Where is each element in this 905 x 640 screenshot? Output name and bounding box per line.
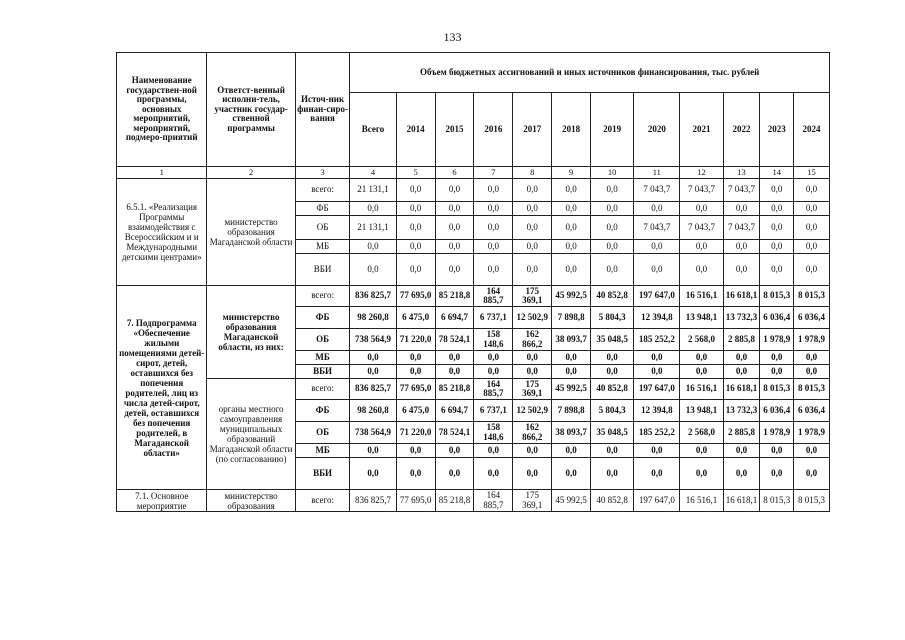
header-year: 2014 bbox=[396, 93, 435, 167]
amount-cell: 0,0 bbox=[435, 365, 474, 379]
amount-cell: 0,0 bbox=[513, 351, 552, 365]
amount-cell: 162 866,2 bbox=[513, 329, 552, 351]
amount-cell: 0,0 bbox=[513, 216, 552, 240]
amount-cell: 0,0 bbox=[435, 351, 474, 365]
amount-cell: 12 394,8 bbox=[634, 307, 680, 329]
header-volume: Объем бюджетных ассигнований и иных источников финансирования, тыс. рублей bbox=[350, 53, 830, 93]
amount-cell: 0,0 bbox=[760, 202, 794, 216]
amount-cell: 40 852,8 bbox=[591, 379, 634, 400]
amount-cell: 8 015,3 bbox=[794, 286, 830, 307]
amount-cell: 0,0 bbox=[760, 444, 794, 458]
amount-cell: 0,0 bbox=[680, 240, 723, 254]
column-index: 13 bbox=[723, 167, 760, 179]
header-year: Всего bbox=[350, 93, 396, 167]
item-executor: министерство образования bbox=[207, 490, 295, 512]
page-number: 133 bbox=[443, 30, 462, 44]
amount-cell: 35 048,5 bbox=[591, 329, 634, 351]
header-year: 2015 bbox=[435, 93, 474, 167]
amount-cell: 0,0 bbox=[513, 444, 552, 458]
amount-cell: 0,0 bbox=[396, 458, 435, 490]
funding-source: ОБ bbox=[295, 422, 350, 444]
amount-cell: 175 369,1 bbox=[513, 286, 552, 307]
amount-cell: 0,0 bbox=[350, 458, 396, 490]
amount-cell: 0,0 bbox=[552, 254, 591, 286]
amount-cell: 12 502,9 bbox=[513, 400, 552, 422]
amount-cell: 0,0 bbox=[591, 254, 634, 286]
amount-cell: 13 732,3 bbox=[723, 400, 760, 422]
amount-cell: 0,0 bbox=[435, 444, 474, 458]
column-index: 11 bbox=[634, 167, 680, 179]
amount-cell: 0,0 bbox=[350, 351, 396, 365]
amount-cell: 0,0 bbox=[591, 458, 634, 490]
item-executor: органы местного самоуправления муниципальных образований Магаданской области (по согласованию) bbox=[207, 379, 295, 490]
amount-cell: 6 036,4 bbox=[760, 400, 794, 422]
amount-cell: 0,0 bbox=[513, 202, 552, 216]
funding-source: ВБИ bbox=[295, 365, 350, 379]
column-index: 8 bbox=[513, 167, 552, 179]
amount-cell: 13 948,1 bbox=[680, 400, 723, 422]
funding-source: всего: bbox=[295, 490, 350, 512]
amount-cell: 0,0 bbox=[396, 179, 435, 202]
column-index: 10 bbox=[591, 167, 634, 179]
amount-cell: 2 885,8 bbox=[723, 329, 760, 351]
amount-cell: 6 036,4 bbox=[794, 307, 830, 329]
table-row bbox=[117, 286, 830, 307]
amount-cell: 16 516,1 bbox=[680, 490, 723, 512]
amount-cell: 0,0 bbox=[591, 444, 634, 458]
amount-cell: 0,0 bbox=[474, 365, 513, 379]
amount-cell: 0,0 bbox=[474, 216, 513, 240]
amount-cell: 164 885,7 bbox=[474, 286, 513, 307]
amount-cell: 197 647,0 bbox=[634, 286, 680, 307]
amount-cell: 0,0 bbox=[396, 351, 435, 365]
amount-cell: 164 885,7 bbox=[474, 379, 513, 400]
amount-cell: 0,0 bbox=[760, 179, 794, 202]
amount-cell: 35 048,5 bbox=[591, 422, 634, 444]
header-year: 2021 bbox=[680, 93, 723, 167]
amount-cell: 0,0 bbox=[435, 458, 474, 490]
amount-cell: 0,0 bbox=[680, 365, 723, 379]
amount-cell: 6 475,0 bbox=[396, 400, 435, 422]
amount-cell: 0,0 bbox=[760, 365, 794, 379]
funding-source: МБ bbox=[295, 351, 350, 365]
amount-cell: 0,0 bbox=[723, 240, 760, 254]
amount-cell: 0,0 bbox=[591, 351, 634, 365]
funding-source: ФБ bbox=[295, 202, 350, 216]
amount-cell: 6 036,4 bbox=[760, 307, 794, 329]
amount-cell: 6 737,1 bbox=[474, 307, 513, 329]
funding-source: всего: bbox=[295, 179, 350, 202]
amount-cell: 0,0 bbox=[350, 444, 396, 458]
amount-cell: 45 992,5 bbox=[552, 286, 591, 307]
amount-cell: 38 093,7 bbox=[552, 422, 591, 444]
header-year: 2016 bbox=[474, 93, 513, 167]
amount-cell: 836 825,7 bbox=[350, 490, 396, 512]
amount-cell: 8 015,3 bbox=[760, 490, 794, 512]
amount-cell: 40 852,8 bbox=[591, 490, 634, 512]
column-index: 9 bbox=[552, 167, 591, 179]
amount-cell: 8 015,3 bbox=[760, 286, 794, 307]
amount-cell: 98 260,8 bbox=[350, 307, 396, 329]
column-index: 7 bbox=[474, 167, 513, 179]
amount-cell: 38 093,7 bbox=[552, 329, 591, 351]
amount-cell: 16 618,1 bbox=[723, 286, 760, 307]
table-row bbox=[117, 179, 830, 202]
header-year: 2017 bbox=[513, 93, 552, 167]
amount-cell: 6 036,4 bbox=[794, 400, 830, 422]
amount-cell: 0,0 bbox=[794, 254, 830, 286]
header-executor: Ответст-венный исполни-тель, участник государ-ственной программы bbox=[207, 53, 295, 167]
amount-cell: 0,0 bbox=[634, 240, 680, 254]
amount-cell: 0,0 bbox=[474, 444, 513, 458]
amount-cell: 158 148,6 bbox=[474, 422, 513, 444]
amount-cell: 0,0 bbox=[634, 444, 680, 458]
header-year: 2020 bbox=[634, 93, 680, 167]
amount-cell: 0,0 bbox=[350, 240, 396, 254]
amount-cell: 45 992,5 bbox=[552, 490, 591, 512]
amount-cell: 0,0 bbox=[552, 179, 591, 202]
amount-cell: 0,0 bbox=[591, 240, 634, 254]
amount-cell: 0,0 bbox=[680, 254, 723, 286]
amount-cell: 0,0 bbox=[435, 254, 474, 286]
amount-cell: 0,0 bbox=[634, 254, 680, 286]
amount-cell: 6 737,1 bbox=[474, 400, 513, 422]
amount-cell: 13 948,1 bbox=[680, 307, 723, 329]
amount-cell: 0,0 bbox=[552, 351, 591, 365]
item-executor: министерство образования Магаданской области bbox=[207, 179, 295, 286]
amount-cell: 40 852,8 bbox=[591, 286, 634, 307]
amount-cell: 77 695,0 bbox=[396, 286, 435, 307]
funding-source: ОБ bbox=[295, 329, 350, 351]
amount-cell: 0,0 bbox=[513, 240, 552, 254]
amount-cell: 78 524,1 bbox=[435, 329, 474, 351]
funding-source: ОБ bbox=[295, 216, 350, 240]
header-year: 2023 bbox=[760, 93, 794, 167]
amount-cell: 5 804,3 bbox=[591, 307, 634, 329]
amount-cell: 0,0 bbox=[794, 179, 830, 202]
funding-source: МБ bbox=[295, 444, 350, 458]
amount-cell: 0,0 bbox=[435, 202, 474, 216]
amount-cell: 77 695,0 bbox=[396, 379, 435, 400]
item-name: 6.5.1. «Реализация Программы взаимодействия с Всероссийским и и Международными детскими центрами» bbox=[117, 179, 207, 286]
amount-cell: 1 978,9 bbox=[760, 329, 794, 351]
amount-cell: 197 647,0 bbox=[634, 490, 680, 512]
amount-cell: 0,0 bbox=[396, 240, 435, 254]
amount-cell: 45 992,5 bbox=[552, 379, 591, 400]
item-name: 7.1. Основное мероприятие bbox=[117, 490, 207, 512]
column-index: 3 bbox=[295, 167, 350, 179]
amount-cell: 2 568,0 bbox=[680, 329, 723, 351]
amount-cell: 16 516,1 bbox=[680, 286, 723, 307]
header-name: Наименование государствен-ной программы, основных мероприятий, мероприятий, подмеро-приятий bbox=[117, 53, 207, 167]
amount-cell: 162 866,2 bbox=[513, 422, 552, 444]
amount-cell: 71 220,0 bbox=[396, 422, 435, 444]
column-index: 2 bbox=[207, 167, 295, 179]
amount-cell: 0,0 bbox=[474, 179, 513, 202]
amount-cell: 0,0 bbox=[634, 365, 680, 379]
amount-cell: 0,0 bbox=[634, 202, 680, 216]
amount-cell: 78 524,1 bbox=[435, 422, 474, 444]
amount-cell: 0,0 bbox=[552, 240, 591, 254]
column-index: 6 bbox=[435, 167, 474, 179]
amount-cell: 6 475,0 bbox=[396, 307, 435, 329]
amount-cell: 7 043,7 bbox=[634, 179, 680, 202]
header-year: 2018 bbox=[552, 93, 591, 167]
amount-cell: 12 502,9 bbox=[513, 307, 552, 329]
amount-cell: 1 978,9 bbox=[794, 422, 830, 444]
amount-cell: 2 885,8 bbox=[723, 422, 760, 444]
column-index: 1 bbox=[117, 167, 207, 179]
item-executor: министерство образования Магаданской области, из них: bbox=[207, 286, 295, 379]
amount-cell: 21 131,1 bbox=[350, 179, 396, 202]
amount-cell: 21 131,1 bbox=[350, 216, 396, 240]
funding-source: всего: bbox=[295, 379, 350, 400]
amount-cell: 8 015,3 bbox=[794, 379, 830, 400]
amount-cell: 0,0 bbox=[723, 202, 760, 216]
amount-cell: 0,0 bbox=[474, 458, 513, 490]
amount-cell: 0,0 bbox=[591, 179, 634, 202]
amount-cell: 5 804,3 bbox=[591, 400, 634, 422]
amount-cell: 0,0 bbox=[591, 202, 634, 216]
amount-cell: 0,0 bbox=[552, 444, 591, 458]
amount-cell: 98 260,8 bbox=[350, 400, 396, 422]
amount-cell: 85 218,8 bbox=[435, 286, 474, 307]
amount-cell: 85 218,8 bbox=[435, 379, 474, 400]
amount-cell: 13 732,3 bbox=[723, 307, 760, 329]
amount-cell: 71 220,0 bbox=[396, 329, 435, 351]
amount-cell: 175 369,1 bbox=[513, 490, 552, 512]
amount-cell: 0,0 bbox=[350, 254, 396, 286]
amount-cell: 175 369,1 bbox=[513, 379, 552, 400]
amount-cell: 0,0 bbox=[723, 458, 760, 490]
financing-table-wrapper bbox=[116, 52, 830, 512]
amount-cell: 0,0 bbox=[794, 240, 830, 254]
amount-cell: 0,0 bbox=[552, 365, 591, 379]
item-name: 7. Подпрограмма «Обеспечение жилыми помещениями детей-сирот, детей, оставшихся без попечения родителей, лиц из числа детей-сирот, детей, оставшихся без попечения родителей, в Магаданской области» bbox=[117, 286, 207, 490]
amount-cell: 2 568,0 bbox=[680, 422, 723, 444]
amount-cell: 836 825,7 bbox=[350, 379, 396, 400]
amount-cell: 0,0 bbox=[513, 254, 552, 286]
amount-cell: 0,0 bbox=[794, 458, 830, 490]
amount-cell: 0,0 bbox=[634, 351, 680, 365]
funding-source: ВБИ bbox=[295, 458, 350, 490]
amount-cell: 7 043,7 bbox=[723, 179, 760, 202]
amount-cell: 0,0 bbox=[680, 444, 723, 458]
funding-source: всего: bbox=[295, 286, 350, 307]
amount-cell: 158 148,6 bbox=[474, 329, 513, 351]
amount-cell: 0,0 bbox=[396, 216, 435, 240]
amount-cell: 0,0 bbox=[552, 202, 591, 216]
amount-cell: 0,0 bbox=[396, 202, 435, 216]
amount-cell: 0,0 bbox=[474, 351, 513, 365]
amount-cell: 0,0 bbox=[723, 254, 760, 286]
column-index: 15 bbox=[794, 167, 830, 179]
amount-cell: 6 694,7 bbox=[435, 307, 474, 329]
header-source: Источ-ник финан-сиро-вания bbox=[295, 53, 350, 167]
amount-cell: 8 015,3 bbox=[760, 379, 794, 400]
amount-cell: 0,0 bbox=[513, 365, 552, 379]
amount-cell: 6 694,7 bbox=[435, 400, 474, 422]
amount-cell: 0,0 bbox=[350, 202, 396, 216]
amount-cell: 0,0 bbox=[723, 444, 760, 458]
amount-cell: 16 618,1 bbox=[723, 490, 760, 512]
amount-cell: 0,0 bbox=[760, 351, 794, 365]
amount-cell: 16 516,1 bbox=[680, 379, 723, 400]
amount-cell: 0,0 bbox=[435, 179, 474, 202]
amount-cell: 0,0 bbox=[591, 365, 634, 379]
amount-cell: 0,0 bbox=[474, 254, 513, 286]
column-index: 5 bbox=[396, 167, 435, 179]
amount-cell: 0,0 bbox=[680, 458, 723, 490]
amount-cell: 0,0 bbox=[591, 216, 634, 240]
amount-cell: 7 043,7 bbox=[723, 216, 760, 240]
amount-cell: 0,0 bbox=[513, 179, 552, 202]
table-row bbox=[117, 379, 830, 400]
table-row bbox=[117, 490, 830, 512]
amount-cell: 0,0 bbox=[680, 351, 723, 365]
amount-cell: 0,0 bbox=[794, 444, 830, 458]
amount-cell: 197 647,0 bbox=[634, 379, 680, 400]
amount-cell: 0,0 bbox=[760, 216, 794, 240]
funding-source: ФБ bbox=[295, 400, 350, 422]
amount-cell: 0,0 bbox=[435, 216, 474, 240]
amount-cell: 77 695,0 bbox=[396, 490, 435, 512]
amount-cell: 0,0 bbox=[680, 202, 723, 216]
amount-cell: 1 978,9 bbox=[760, 422, 794, 444]
amount-cell: 85 218,8 bbox=[435, 490, 474, 512]
amount-cell: 0,0 bbox=[474, 202, 513, 216]
amount-cell: 185 252,2 bbox=[634, 422, 680, 444]
amount-cell: 0,0 bbox=[435, 240, 474, 254]
column-index: 4 bbox=[350, 167, 396, 179]
header-year: 2024 bbox=[794, 93, 830, 167]
amount-cell: 0,0 bbox=[794, 351, 830, 365]
amount-cell: 185 252,2 bbox=[634, 329, 680, 351]
amount-cell: 0,0 bbox=[350, 365, 396, 379]
amount-cell: 0,0 bbox=[794, 365, 830, 379]
amount-cell: 8 015,3 bbox=[794, 490, 830, 512]
amount-cell: 836 825,7 bbox=[350, 286, 396, 307]
amount-cell: 0,0 bbox=[634, 458, 680, 490]
column-index: 14 bbox=[760, 167, 794, 179]
amount-cell: 0,0 bbox=[760, 458, 794, 490]
amount-cell: 7 043,7 bbox=[680, 216, 723, 240]
amount-cell: 0,0 bbox=[760, 254, 794, 286]
amount-cell: 0,0 bbox=[794, 202, 830, 216]
amount-cell: 0,0 bbox=[396, 444, 435, 458]
amount-cell: 7 043,7 bbox=[680, 179, 723, 202]
amount-cell: 0,0 bbox=[794, 216, 830, 240]
header-year: 2019 bbox=[591, 93, 634, 167]
funding-source: МБ bbox=[295, 240, 350, 254]
amount-cell: 0,0 bbox=[474, 240, 513, 254]
column-index: 12 bbox=[680, 167, 723, 179]
amount-cell: 0,0 bbox=[552, 458, 591, 490]
header-year: 2022 bbox=[723, 93, 760, 167]
amount-cell: 0,0 bbox=[396, 254, 435, 286]
amount-cell: 7 898,8 bbox=[552, 307, 591, 329]
funding-source: ВБИ bbox=[295, 254, 350, 286]
amount-cell: 0,0 bbox=[396, 365, 435, 379]
amount-cell: 0,0 bbox=[723, 365, 760, 379]
financing-table bbox=[116, 52, 830, 512]
amount-cell: 7 043,7 bbox=[634, 216, 680, 240]
amount-cell: 738 564,9 bbox=[350, 329, 396, 351]
amount-cell: 0,0 bbox=[723, 351, 760, 365]
amount-cell: 738 564,9 bbox=[350, 422, 396, 444]
amount-cell: 7 898,8 bbox=[552, 400, 591, 422]
funding-source: ФБ bbox=[295, 307, 350, 329]
amount-cell: 12 394,8 bbox=[634, 400, 680, 422]
amount-cell: 0,0 bbox=[760, 240, 794, 254]
amount-cell: 16 618,1 bbox=[723, 379, 760, 400]
amount-cell: 164 885,7 bbox=[474, 490, 513, 512]
amount-cell: 0,0 bbox=[552, 216, 591, 240]
amount-cell: 0,0 bbox=[513, 458, 552, 490]
amount-cell: 1 978,9 bbox=[794, 329, 830, 351]
